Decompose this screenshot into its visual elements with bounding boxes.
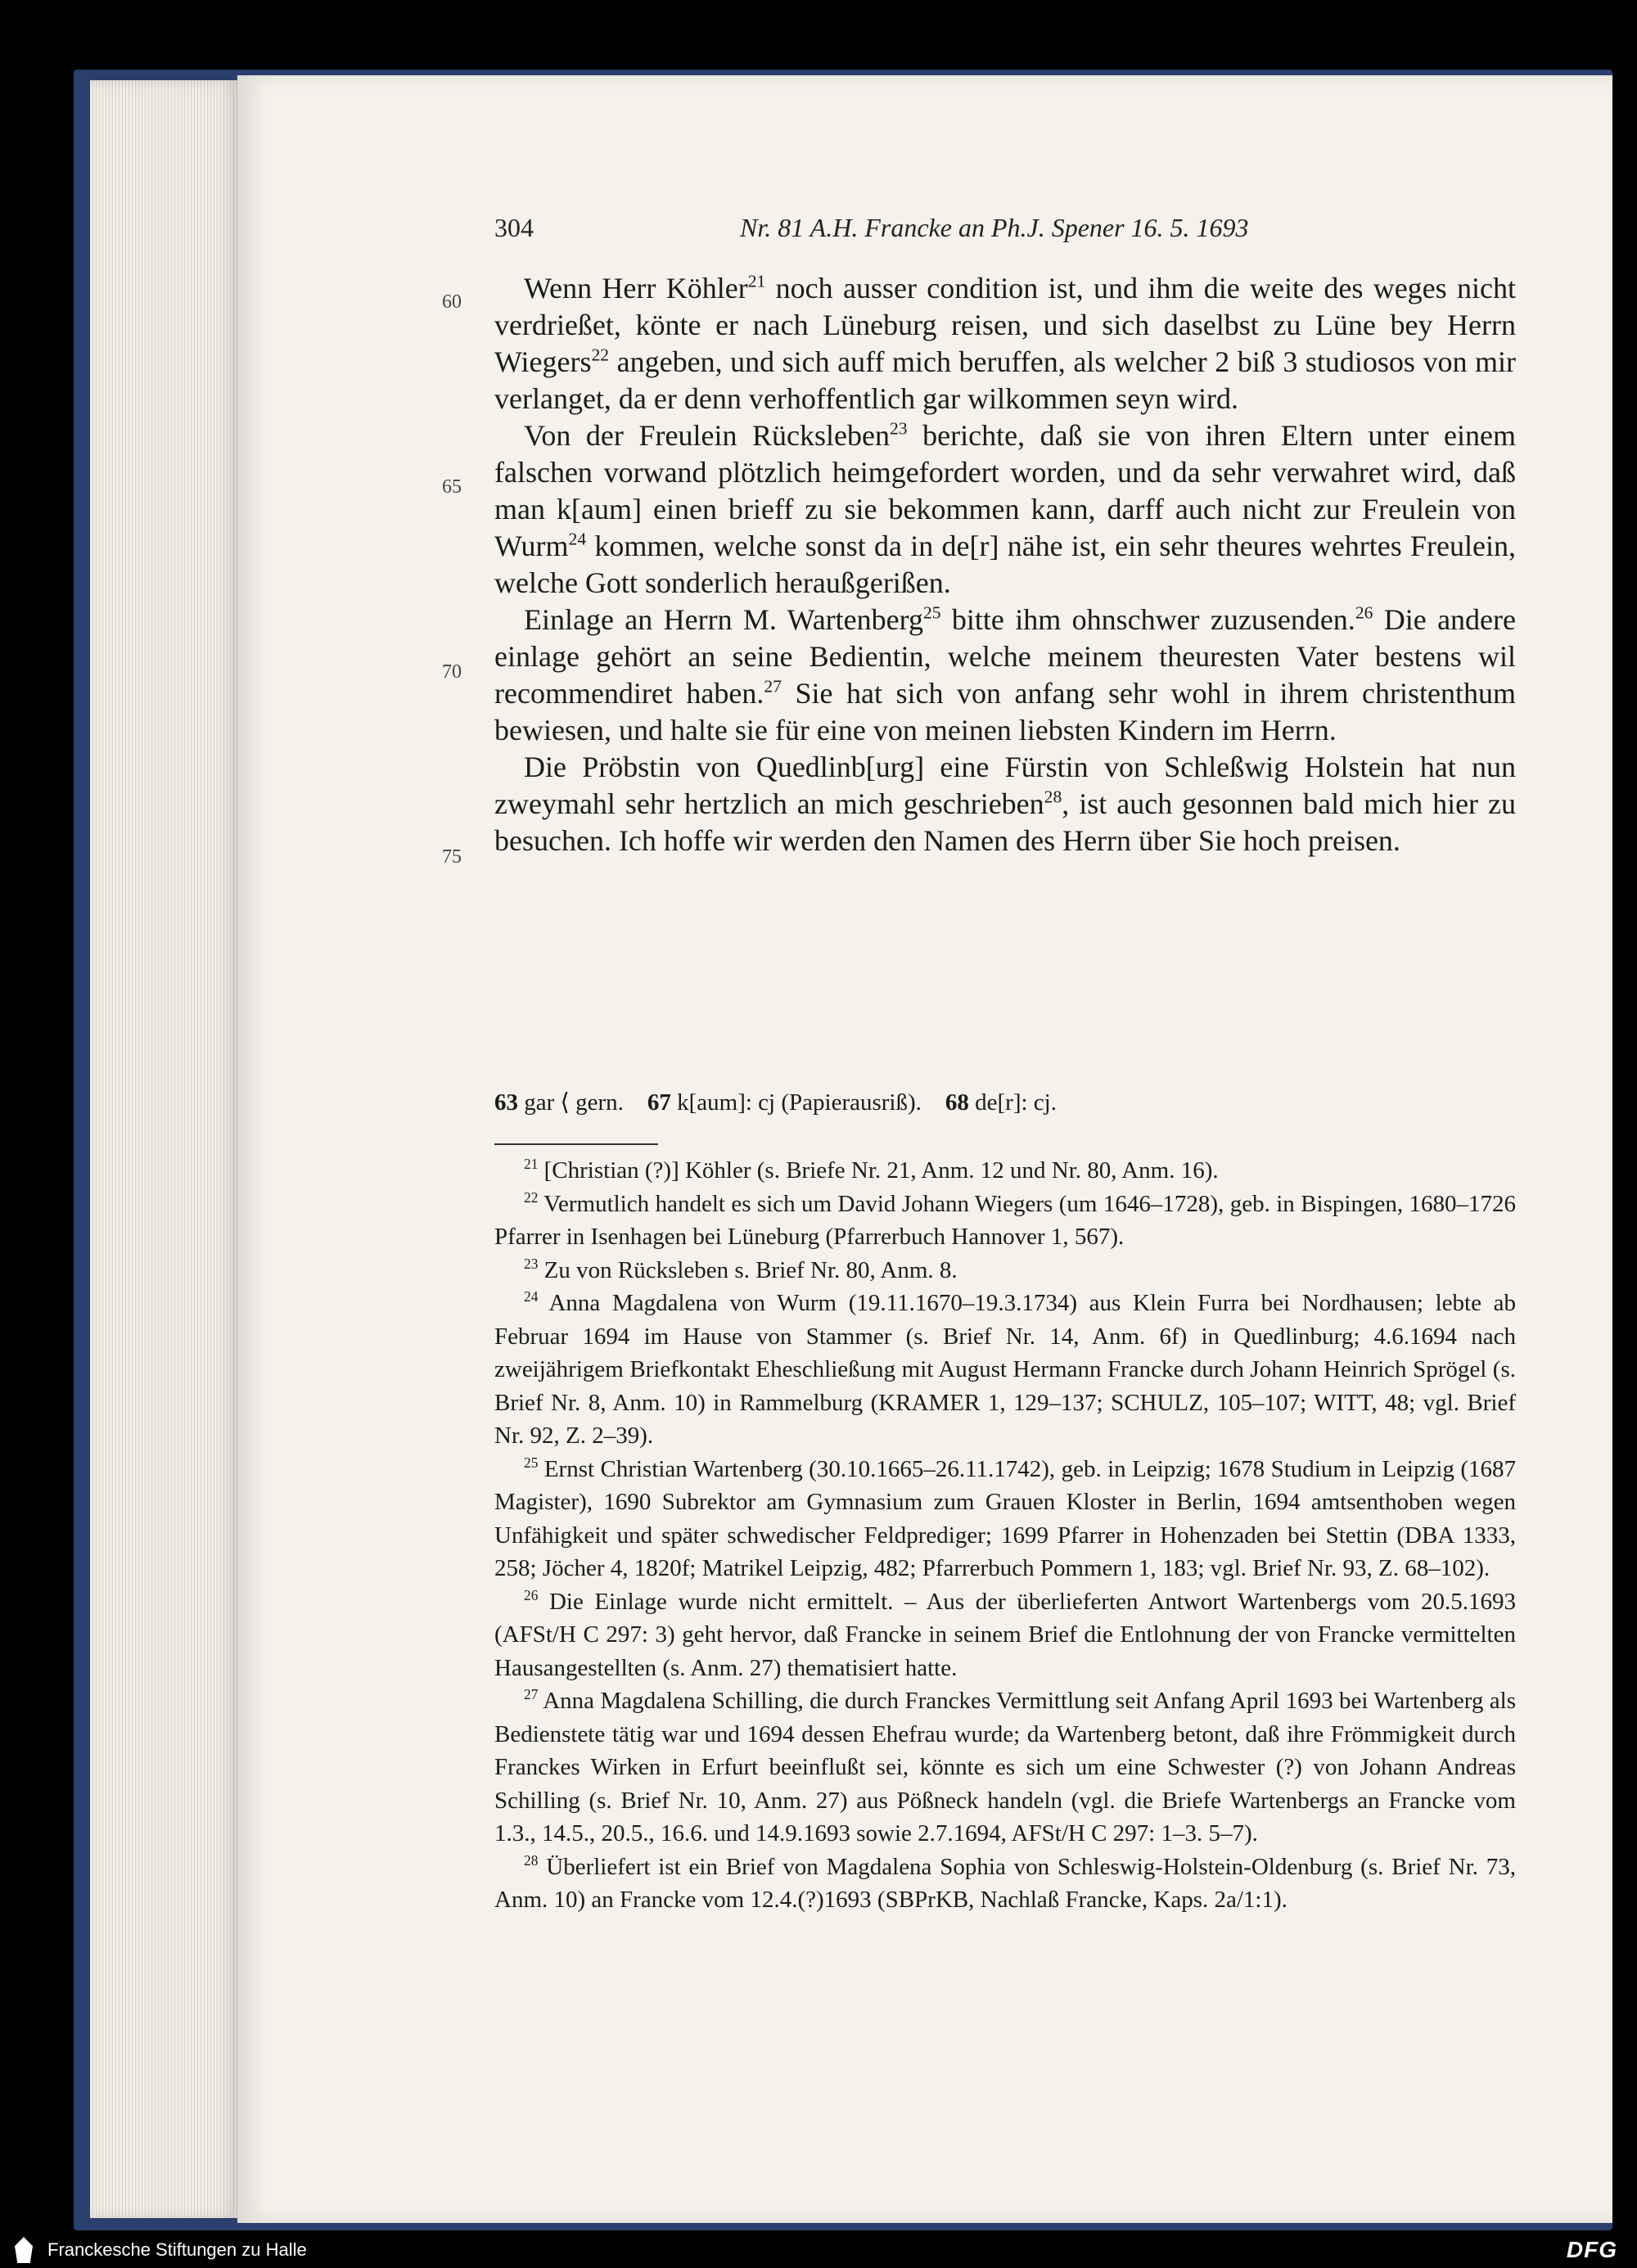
footnote: [494, 1585, 1516, 1685]
text-run: Die Pröbstin von Quedlinb[urg] eine Fürstin von Schleßwig Holstein hat nun zweymahl sehr hertzlich an mich geschrieben: [494, 751, 1516, 820]
footnote-ref: 22: [591, 345, 610, 365]
footnote-number: 21: [524, 1156, 539, 1173]
footnote-text: Anna Magdalena Schilling, die durch Franckes Vermittlung seit Anfang April 1693 bei Wartenberg als Bedienstete tätig war und 1694 dessen Ehefrau wurde; da Wartenberg betont, daß ihre Frömmigkeit durch Franckes Wirken in Erfurt beeinflußt sei, könnte es sich um eine Schwester (?) von Johann Andreas Schilling (s. Brief Nr. 10, Anm. 27) aus Pößneck handeln (vgl. die Briefe Wartenbergs an Francke vom 1.3., 14.5., 20.5., 16.6. und 14.9.1693 sowie 2.7.1694, AFSt/H C 297: 1–3. 5–7).: [494, 1688, 1516, 1846]
footnote-text: Anna Magdalena von Wurm (19.11.1670–19.3.1734) aus Klein Furra bei Nordhausen; lebte ab Februar 1694 im Hause von Stammer (s. Brief Nr. 14, Anm. 6f) in Quedlinburg; 4.6.1694 nach zweijährigem Briefkontakt Eheschließung mit August Hermann Francke durch Johann Heinrich Sprögel (s. Brief Nr. 8, Anm. 10) in Rammelburg (KRAMER 1, 129–137; SCHULZ, 105–107; WITT, 48; vgl. Brief Nr. 92, Z. 2–39).: [494, 1290, 1517, 1449]
footnote-rule: [494, 1143, 658, 1145]
footnote-ref: 21: [747, 271, 766, 291]
viewer-footer: [0, 2232, 1637, 2268]
footnote-text: Überliefert ist ein Brief von Magdalena Sophia von Schleswig-Holstein-Oldenburg (s. Brief Nr. 73, Anm. 10) an Francke vom 12.4.(?)1693 (SBPrKB, Nachlaß Francke, Kaps. 2a/1:1).: [494, 1853, 1517, 1913]
footnote-text: [Christian (?)] Köhler (s. Briefe Nr. 21, Anm. 12 und Nr. 80, Anm. 16).: [543, 1157, 1219, 1184]
line-number: 70: [442, 661, 462, 683]
paragraph: [494, 602, 1516, 749]
footnote-ref: 24: [568, 529, 587, 549]
apparatus-entry: k[aum]: cj (Papierausriß).: [677, 1089, 922, 1116]
line-number: 65: [442, 476, 462, 498]
paragraph: [494, 270, 1516, 417]
running-title: Nr. 81 A.H. Francke an Ph.J. Spener 16. 5. 1693: [740, 213, 1249, 242]
text-run: Von der Freulein Rücksleben: [524, 419, 890, 452]
line-number: 60: [442, 291, 462, 313]
institution-logo-icon: [15, 2237, 33, 2263]
footnote-number: 25: [524, 1454, 539, 1471]
line-number: 75: [442, 846, 462, 868]
paragraph: [494, 749, 1516, 859]
footnote-text: Die Einlage wurde nicht ermittelt. – Aus der überlieferten Antwort Wartenbergs vom 20.5.1693 (AFSt/H C 297: 3) geht hervor, daß Francke in seinem Brief die Entlohnung der von Francke vermittelten Hausangestellten (s. Anm. 27) thematisiert hatte.: [494, 1588, 1516, 1681]
text-run: angeben, und sich auff mich beruffen, als welcher 2 biß 3 studiosos von mir verlanget, da er denn verhoffentlich gar wilkommen seyn wird.: [494, 345, 1516, 415]
footnote-ref: 23: [890, 418, 908, 439]
institution-name: Franckesche Stiftungen zu Halle: [47, 2239, 307, 2260]
letter-text: [494, 270, 1516, 859]
critical-apparatus: [494, 1086, 1516, 1119]
footnote: [494, 1188, 1516, 1254]
text-run: bitte ihm ohnschwer zuzusenden.: [940, 603, 1355, 636]
footnote: [494, 1154, 1516, 1188]
text-run: kommen, welche sonst da in de[r] nähe ist, ein sehr theures wehrtes Freulein, welche Gott sonderlich heraußgerißen.: [494, 530, 1516, 599]
footnote: [494, 1453, 1516, 1585]
text-run: Sie hat sich von anfang sehr wohl in ihrem christenthum bewiesen, und halte sie für eine von meinen liebsten Kindern im Herrn.: [494, 677, 1516, 746]
footnote: [494, 1851, 1516, 1917]
footnote: [494, 1254, 1516, 1287]
page-number: 304: [494, 213, 534, 242]
footnote-number: 28: [524, 1851, 539, 1869]
paragraph: [494, 417, 1516, 602]
apparatus-line-ref: 68: [945, 1089, 969, 1116]
footnote-ref: 25: [922, 602, 941, 623]
text-run: , ist auch gesonnen bald mich hier zu besuchen. Ich hoffe wir werden den Namen des Herrn über Sie hoch preisen.: [494, 787, 1516, 857]
footnote-number: 26: [524, 1586, 539, 1603]
text-run: Einlage an Herrn M. Wartenberg: [524, 603, 923, 636]
page-edges: [90, 80, 237, 2218]
footnote-number: 24: [524, 1288, 539, 1305]
text-run: Die andere einlage gehört an seine Bedientin, welche meinem theuresten Vater bestens wil recommendiret haben.: [494, 603, 1516, 710]
apparatus-entry: gar ⟨ gern.: [524, 1089, 624, 1116]
footnote-ref: 28: [1044, 787, 1062, 807]
text-run: berichte, daß sie von ihren Eltern unter einem falschen vorwand plötzlich heimgefordert worden, und da sehr verwahret wird, daß man k[aum] einen brieff zu sie bekommen kann, darff auch nicht zur Freulein von Wurm: [494, 419, 1516, 562]
footnote-number: 22: [524, 1188, 539, 1206]
footnote-ref: 27: [764, 676, 782, 697]
footnotes: [494, 1154, 1516, 1917]
footnote-ref: 26: [1355, 602, 1373, 623]
footnote-number: 23: [524, 1255, 539, 1272]
apparatus-line-ref: 67: [647, 1089, 671, 1116]
footnote-text: Vermutlich handelt es sich um David Johann Wiegers (um 1646–1728), geb. in Bispingen, 1680–1726 Pfarrer in Isenhagen bei Lüneburg (Pfarrerbuch Hannover 1, 567).: [494, 1190, 1516, 1250]
dfg-logo: DFG: [1566, 2237, 1617, 2262]
text-run: Wenn Herr Köhler: [524, 272, 748, 304]
footnote: [494, 1684, 1516, 1851]
footnote: [494, 1287, 1516, 1453]
footnote-text: Ernst Christian Wartenberg (30.10.1665–26.11.1742), geb. in Leipzig; 1678 Studium in Leipzig (1687 Magister), 1690 Subrektor am Gymnasium zum Grauen Kloster in Berlin, 1694 amtsenthoben wegen Unfähigkeit und später schwedischer Feldprediger; 1699 Pfarrer in Hohenzaden bei Stettin (DBA 1333, 258; Jöcher 4, 1820f; Matrikel Leipzig, 482; Pfarrerbuch Pommern 1, 183; vgl. Brief Nr. 93, Z. 68–102).: [494, 1455, 1516, 1581]
footnote-number: 27: [524, 1686, 539, 1703]
apparatus-entry: de[r]: cj.: [975, 1089, 1057, 1116]
text-run: noch ausser condition ist, und ihm die weite des weges nicht verdrießet, könte er nach Lüneburg reisen, und sich daselbst zu Lüne bey Herrn Wiegers: [494, 272, 1516, 378]
footnote-text: Zu von Rücksleben s. Brief Nr. 80, Anm. 8.: [543, 1256, 958, 1283]
apparatus-line-ref: 63: [494, 1089, 518, 1116]
